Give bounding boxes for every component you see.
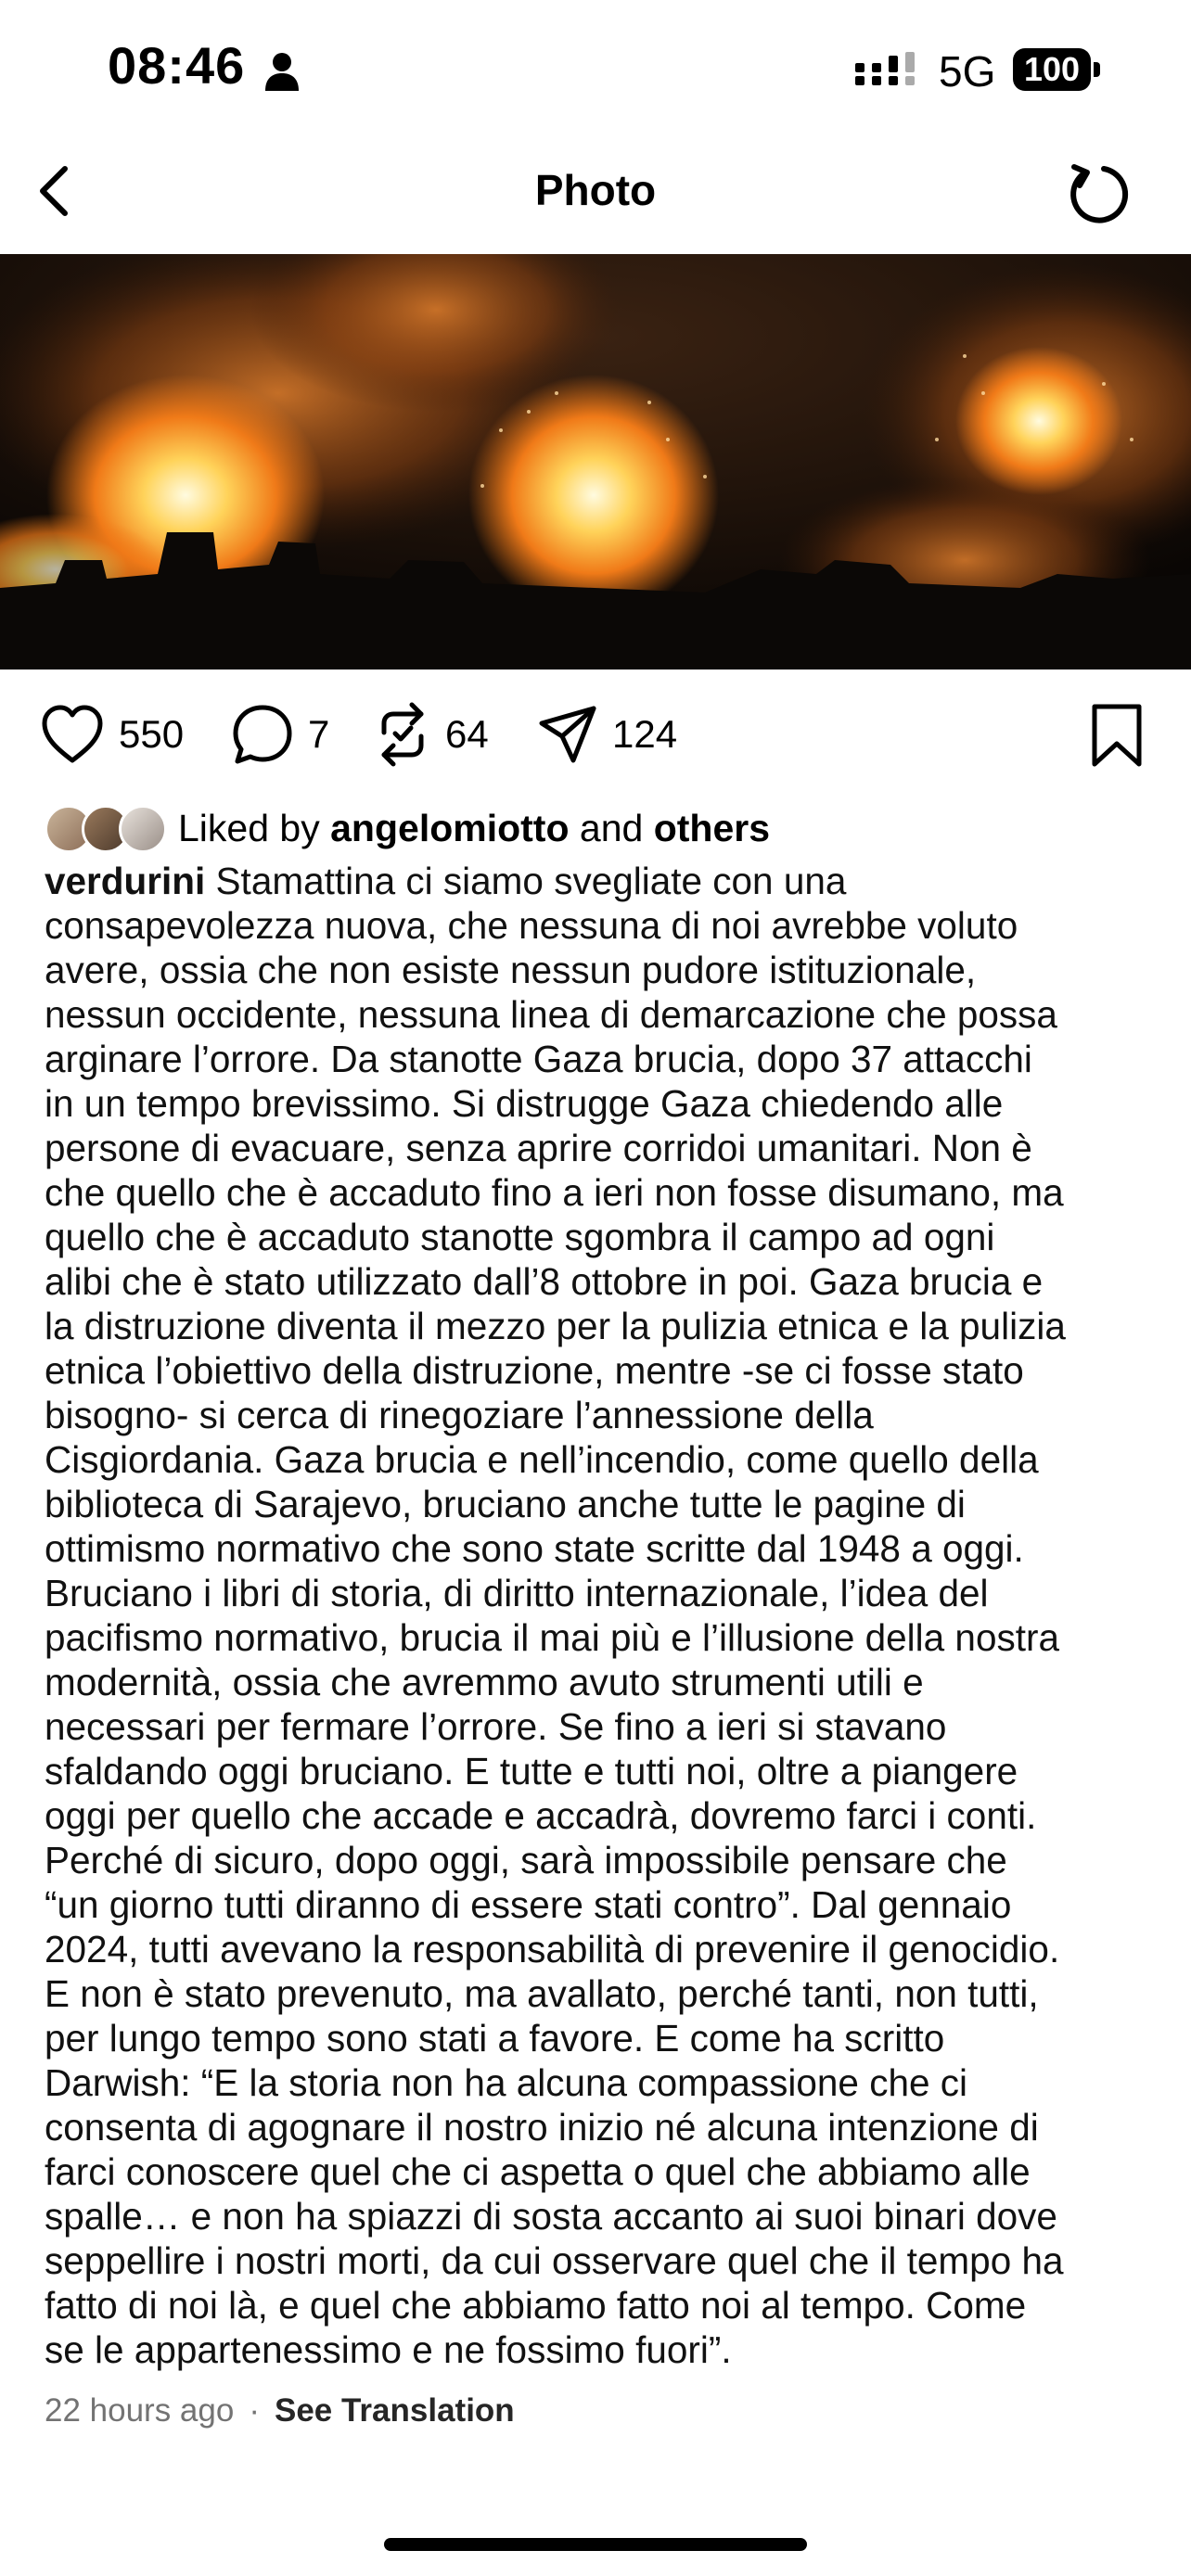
post-caption bbox=[45, 859, 1158, 2372]
caption-line: Perché di sicuro, dopo oggi, sarà impossibile pensare che bbox=[45, 1839, 1007, 1881]
repost-icon[interactable] bbox=[373, 701, 432, 768]
caption-line: 2024, tutti avevano la responsabilità di prevenire il genocidio. bbox=[45, 1928, 1060, 1970]
caption-line: la distruzione diventa il mezzo per la pulizia etnica e la pulizia bbox=[45, 1305, 1066, 1347]
post-photo[interactable] bbox=[0, 254, 1191, 670]
caption-line: nessun occidente, nessuna linea di demarcazione che possa bbox=[45, 993, 1057, 1036]
caption-line: etnica l’obiettivo della distruzione, mentre -se ci fosse stato bbox=[45, 1349, 1024, 1392]
comment-action[interactable] bbox=[230, 697, 329, 772]
signal-icon bbox=[855, 52, 920, 93]
refresh-icon[interactable] bbox=[1065, 158, 1137, 230]
like-count: 550 bbox=[119, 712, 185, 756]
caption-line: sfaldando oggi bruciano. E tutte e tutti noi, oltre a piangere bbox=[45, 1750, 1018, 1792]
person-icon bbox=[263, 52, 301, 91]
liked-by-conjunction: and bbox=[579, 806, 644, 849]
caption-line: fatto di noi là, e quel che abbiamo fatto noi al tempo. Come bbox=[45, 2284, 1027, 2327]
explosion-image bbox=[0, 254, 1191, 670]
see-translation-button[interactable]: See Translation bbox=[274, 2392, 515, 2429]
caption-line: avere, ossia che non esiste nessun pudore istituzionale, bbox=[45, 949, 977, 991]
nav-bar bbox=[0, 139, 1191, 250]
caption-line: necessari per fermare l’orrore. Se fino a ieri si stavano bbox=[45, 1705, 947, 1748]
caption-line: consenta di agognare il nostro inizio né alcuna intenzione di bbox=[45, 2106, 1039, 2149]
post-timestamp: 22 hours ago bbox=[45, 2392, 235, 2429]
heart-icon[interactable] bbox=[39, 703, 106, 766]
liker-avatars bbox=[45, 801, 169, 855]
liked-by-prefix: Liked by bbox=[178, 806, 320, 849]
post-actions bbox=[0, 697, 1191, 772]
like-action[interactable] bbox=[39, 697, 184, 772]
battery-icon bbox=[1013, 48, 1102, 91]
comment-icon[interactable] bbox=[230, 702, 295, 767]
network-type: 5G bbox=[939, 47, 996, 96]
caption-first-line: Stamattina ci siamo svegliate con una bbox=[205, 860, 847, 902]
caption-line: oggi per quello che accade e accadrà, dovremo farci i conti. bbox=[45, 1794, 1037, 1837]
caption-line: arginare l’orrore. Da stanotte Gaza brucia, dopo 37 attacchi bbox=[45, 1038, 1032, 1080]
caption-line: in un tempo brevissimo. Si distrugge Gaza chiedendo alle bbox=[45, 1082, 1004, 1125]
liked-by-user[interactable]: angelomiotto bbox=[330, 806, 570, 849]
home-indicator[interactable] bbox=[384, 2538, 807, 2551]
caption-line: biblioteca di Sarajevo, bruciano anche tutte le pagine di bbox=[45, 1483, 966, 1525]
caption-line: “un giorno tutti diranno di essere stati contro”. Dal gennaio bbox=[45, 1883, 1012, 1926]
bookmark-icon[interactable] bbox=[1087, 703, 1146, 770]
caption-line: consapevolezza nuova, che nessuna di noi avrebbe voluto bbox=[45, 904, 1018, 947]
repost-count: 64 bbox=[445, 712, 489, 756]
share-action[interactable] bbox=[536, 697, 677, 772]
caption-line: farci conoscere quel che ci aspetta o quel che abbiamo alle bbox=[45, 2150, 1031, 2193]
caption-line: alibi che è stato utilizzato dall’8 ottobre in poi. Gaza brucia e bbox=[45, 1260, 1044, 1303]
battery-level: 100 bbox=[1013, 48, 1091, 91]
caption-line: spalle… e non ha spiazzi di sosta accanto ai suoi binari dove bbox=[45, 2195, 1057, 2238]
comment-count: 7 bbox=[308, 712, 330, 756]
liked-by-others[interactable]: others bbox=[653, 806, 771, 849]
post-username[interactable]: verdurini bbox=[45, 860, 206, 902]
caption-line: modernità, ossia che avremmo avuto strumenti utili e bbox=[45, 1661, 924, 1703]
caption-line: seppellire i nostri morti, da cui osservare quel che il tempo ha bbox=[45, 2239, 1064, 2282]
send-icon[interactable] bbox=[536, 703, 599, 766]
page-title: Photo bbox=[534, 166, 657, 214]
caption-line: Bruciano i libri di storia, di diritto internazionale, l’idea del bbox=[45, 1572, 989, 1614]
caption-line: ottimismo normativo che sono state scritte dal 1948 a oggi. bbox=[45, 1527, 1024, 1570]
caption-line: Cisgiordania. Gaza brucia e nell’incendio, come quello della bbox=[45, 1438, 1039, 1481]
caption-line: per lungo tempo sono stati a favore. E come ha scritto bbox=[45, 2017, 945, 2060]
meta-separator: · bbox=[249, 2392, 260, 2429]
caption-line: quello che è accaduto stanotte sgombra il campo ad ogni bbox=[45, 1216, 995, 1258]
repost-action[interactable] bbox=[373, 697, 489, 772]
post-meta bbox=[45, 2392, 515, 2429]
caption-line: bisogno- si cerca di rinegoziare l’annessione della bbox=[45, 1394, 874, 1436]
caption-line: pacifismo normativo, brucia il mai più e l’illusione della nostra bbox=[45, 1616, 1059, 1659]
share-count: 124 bbox=[612, 712, 678, 756]
status-time: 08:46 bbox=[108, 36, 246, 95]
avatar bbox=[119, 805, 167, 853]
caption-line: persone di evacuare, senza aprire corridoi umanitari. Non è bbox=[45, 1127, 1032, 1169]
liked-by[interactable] bbox=[45, 799, 770, 857]
status-bar bbox=[0, 0, 1191, 139]
caption-line: E non è stato prevenuto, ma avallato, perché tanti, non tutti, bbox=[45, 1972, 1039, 2015]
caption-line: Darwish: “E la storia non ha alcuna compassione che ci bbox=[45, 2061, 967, 2104]
caption-line: se le appartenessimo e ne fossimo fuori”. bbox=[45, 2328, 732, 2371]
caption-line: che quello che è accaduto fino a ieri non fosse disumano, ma bbox=[45, 1171, 1064, 1214]
